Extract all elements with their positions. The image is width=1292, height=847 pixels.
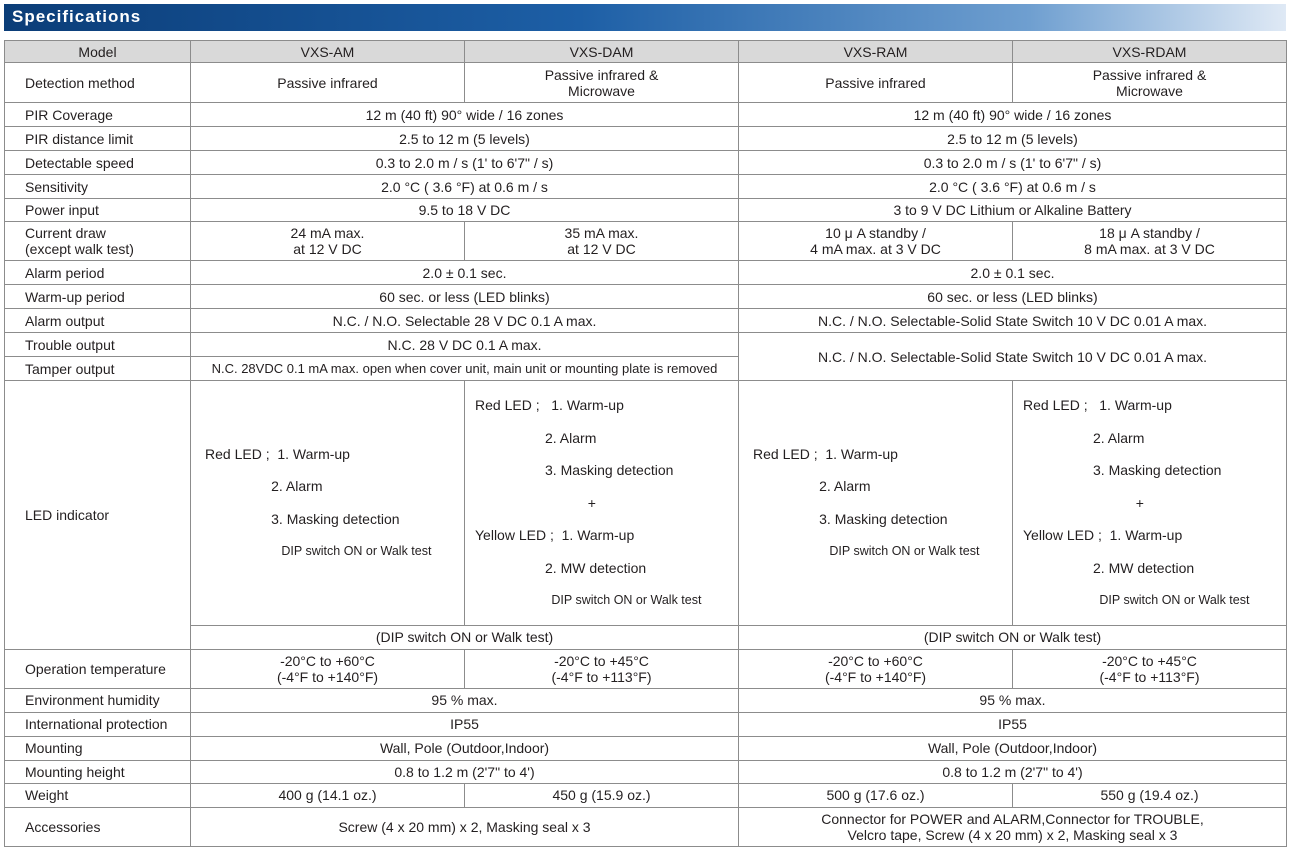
led-cell-rdam bbox=[1013, 381, 1287, 626]
led-line: 2. Alarm bbox=[1023, 429, 1145, 446]
led-line: DIP switch ON or Walk test bbox=[1023, 593, 1250, 607]
cell-value: Connector for POWER and ALARM,Connector for TROUBLE, Velcro tape, Screw (4 x 20 mm) x 2, Masking seal x 3 bbox=[739, 807, 1287, 846]
specifications-table bbox=[4, 40, 1287, 847]
led-line: DIP switch ON or Walk test bbox=[205, 544, 432, 559]
table-row bbox=[5, 381, 1287, 626]
cell-value: N.C. / N.O. Selectable 28 V DC 0.1 A max. bbox=[191, 309, 739, 333]
row-label: Mounting bbox=[5, 736, 191, 760]
cell-value: 9.5 to 18 V DC bbox=[191, 199, 739, 222]
row-label: Trouble output bbox=[5, 333, 191, 357]
led-line: 2. Alarm bbox=[475, 429, 597, 446]
cell-value: 0.3 to 2.0 m / s (1' to 6'7" / s) bbox=[739, 151, 1287, 175]
led-line: Red LED ; 1. Warm-up bbox=[205, 445, 350, 462]
cell-value: 3 to 9 V DC Lithium or Alkaline Battery bbox=[739, 199, 1287, 222]
model-header: Model bbox=[5, 41, 191, 63]
cell-value: Passive infrared bbox=[191, 63, 465, 103]
led-line: 2. MW detection bbox=[1023, 559, 1195, 576]
row-label: LED indicator bbox=[5, 381, 191, 650]
table-row bbox=[5, 151, 1287, 175]
cell-value: 60 sec. or less (LED blinks) bbox=[191, 285, 739, 309]
cell-value: 95 % max. bbox=[739, 688, 1287, 712]
row-label: PIR Coverage bbox=[5, 103, 191, 127]
led-line: 2. Alarm bbox=[753, 478, 871, 495]
header-row bbox=[5, 41, 1287, 63]
table-row bbox=[5, 285, 1287, 309]
cell-value: -20°C to +45°C (-4°F to +113°F) bbox=[1013, 649, 1287, 688]
cell-value: 500 g (17.6 oz.) bbox=[739, 783, 1013, 807]
row-label: Detectable speed bbox=[5, 151, 191, 175]
led-line: 3. Masking detection bbox=[475, 462, 674, 478]
cell-value: N.C. / N.O. Selectable-Solid State Switch 10 V DC 0.01 A max. bbox=[739, 309, 1287, 333]
cell-value: Passive infrared bbox=[739, 63, 1013, 103]
cell-value: 400 g (14.1 oz.) bbox=[191, 783, 465, 807]
row-label: Mounting height bbox=[5, 760, 191, 783]
cell-value: -20°C to +60°C (-4°F to +140°F) bbox=[191, 649, 465, 688]
section-banner bbox=[4, 4, 1286, 31]
table-row bbox=[5, 736, 1287, 760]
led-line: Yellow LED ; 1. Warm-up bbox=[1023, 527, 1183, 543]
led-line: DIP switch ON or Walk test bbox=[475, 593, 702, 607]
cell-value: 2.0 ± 0.1 sec. bbox=[191, 261, 739, 285]
cell-value: IP55 bbox=[191, 712, 739, 736]
table-row bbox=[5, 712, 1287, 736]
table-row bbox=[5, 127, 1287, 151]
table-row bbox=[5, 783, 1287, 807]
led-line: Red LED ; 1. Warm-up bbox=[1023, 397, 1172, 413]
cell-value: 450 g (15.9 oz.) bbox=[465, 783, 739, 807]
table-row bbox=[5, 199, 1287, 222]
row-label: Operation temperature bbox=[5, 649, 191, 688]
cell-value: 2.0 °C ( 3.6 °F) at 0.6 m / s bbox=[739, 175, 1287, 199]
cell-value: 12 m (40 ft) 90° wide / 16 zones bbox=[191, 103, 739, 127]
led-line: 3. Masking detection bbox=[753, 510, 948, 527]
cell-value: 2.5 to 12 m (5 levels) bbox=[191, 127, 739, 151]
row-label: Environment humidity bbox=[5, 688, 191, 712]
led-line: 2. MW detection bbox=[475, 559, 647, 576]
cell-value: 95 % max. bbox=[191, 688, 739, 712]
led-line: + bbox=[1023, 494, 1144, 511]
table-row bbox=[5, 309, 1287, 333]
cell-value: Passive infrared & Microwave bbox=[465, 63, 739, 103]
table-row bbox=[5, 649, 1287, 688]
led-cell-dam bbox=[465, 381, 739, 626]
cell-value: N.C. 28VDC 0.1 mA max. open when cover unit, main unit or mounting plate is removed bbox=[191, 357, 739, 381]
table-row bbox=[5, 760, 1287, 783]
led-line: 2. Alarm bbox=[205, 478, 323, 495]
cell-value: 0.8 to 1.2 m (2'7" to 4') bbox=[191, 760, 739, 783]
row-label: Power input bbox=[5, 199, 191, 222]
row-label: Current draw (except walk test) bbox=[5, 222, 191, 261]
led-line: Red LED ; 1. Warm-up bbox=[475, 397, 624, 413]
row-label: Warm-up period bbox=[5, 285, 191, 309]
model-vxs-am: VXS-AM bbox=[191, 41, 465, 63]
cell-value: 0.3 to 2.0 m / s (1' to 6'7" / s) bbox=[191, 151, 739, 175]
cell-value: 12 m (40 ft) 90° wide / 16 zones bbox=[739, 103, 1287, 127]
model-vxs-ram: VXS-RAM bbox=[739, 41, 1013, 63]
table-row bbox=[5, 333, 1287, 357]
row-label: Sensitivity bbox=[5, 175, 191, 199]
cell-value: 2.5 to 12 m (5 levels) bbox=[739, 127, 1287, 151]
row-label: Tamper output bbox=[5, 357, 191, 381]
led-line: 3. Masking detection bbox=[1023, 462, 1222, 478]
model-vxs-rdam: VXS-RDAM bbox=[1013, 41, 1287, 63]
cell-value: (DIP switch ON or Walk test) bbox=[739, 625, 1287, 649]
table-row bbox=[5, 222, 1287, 261]
cell-value: IP55 bbox=[739, 712, 1287, 736]
led-cell-am bbox=[191, 381, 465, 626]
row-label: PIR distance limit bbox=[5, 127, 191, 151]
cell-value: 2.0 °C ( 3.6 °F) at 0.6 m / s bbox=[191, 175, 739, 199]
table-row bbox=[5, 103, 1287, 127]
cell-value: -20°C to +60°C (-4°F to +140°F) bbox=[739, 649, 1013, 688]
row-label: Alarm output bbox=[5, 309, 191, 333]
row-label: Alarm period bbox=[5, 261, 191, 285]
cell-value: 10 μ A standby / 4 mA max. at 3 V DC bbox=[739, 222, 1013, 261]
table-row bbox=[5, 261, 1287, 285]
cell-value: Passive infrared & Microwave bbox=[1013, 63, 1287, 103]
table-row bbox=[5, 625, 1287, 649]
table-row bbox=[5, 807, 1287, 846]
model-vxs-dam: VXS-DAM bbox=[465, 41, 739, 63]
cell-value: (DIP switch ON or Walk test) bbox=[191, 625, 739, 649]
cell-value: 35 mA max. at 12 V DC bbox=[465, 222, 739, 261]
cell-value: N.C. / N.O. Selectable-Solid State Switch 10 V DC 0.01 A max. bbox=[739, 333, 1287, 381]
cell-value: 0.8 to 1.2 m (2'7" to 4') bbox=[739, 760, 1287, 783]
led-line: Yellow LED ; 1. Warm-up bbox=[475, 527, 635, 543]
led-line: + bbox=[475, 494, 596, 511]
cell-value: 2.0 ± 0.1 sec. bbox=[739, 261, 1287, 285]
led-line: Red LED ; 1. Warm-up bbox=[753, 445, 898, 462]
led-line: DIP switch ON or Walk test bbox=[753, 544, 980, 559]
cell-value: -20°C to +45°C (-4°F to +113°F) bbox=[465, 649, 739, 688]
table-row bbox=[5, 175, 1287, 199]
cell-value: 18 μ A standby / 8 mA max. at 3 V DC bbox=[1013, 222, 1287, 261]
cell-value: 550 g (19.4 oz.) bbox=[1013, 783, 1287, 807]
cell-value: 60 sec. or less (LED blinks) bbox=[739, 285, 1287, 309]
led-line: 3. Masking detection bbox=[205, 510, 400, 527]
cell-value: Wall, Pole (Outdoor,Indoor) bbox=[191, 736, 739, 760]
row-label: International protection bbox=[5, 712, 191, 736]
row-label: Weight bbox=[5, 783, 191, 807]
led-cell-ram bbox=[739, 381, 1013, 626]
table-row bbox=[5, 688, 1287, 712]
row-label: Accessories bbox=[5, 807, 191, 846]
section-title: Specifications bbox=[12, 7, 142, 26]
row-label: Detection method bbox=[5, 63, 191, 103]
cell-value: Wall, Pole (Outdoor,Indoor) bbox=[739, 736, 1287, 760]
cell-value: 24 mA max. at 12 V DC bbox=[191, 222, 465, 261]
cell-value: Screw (4 x 20 mm) x 2, Masking seal x 3 bbox=[191, 807, 739, 846]
table-row bbox=[5, 63, 1287, 103]
cell-value: N.C. 28 V DC 0.1 A max. bbox=[191, 333, 739, 357]
